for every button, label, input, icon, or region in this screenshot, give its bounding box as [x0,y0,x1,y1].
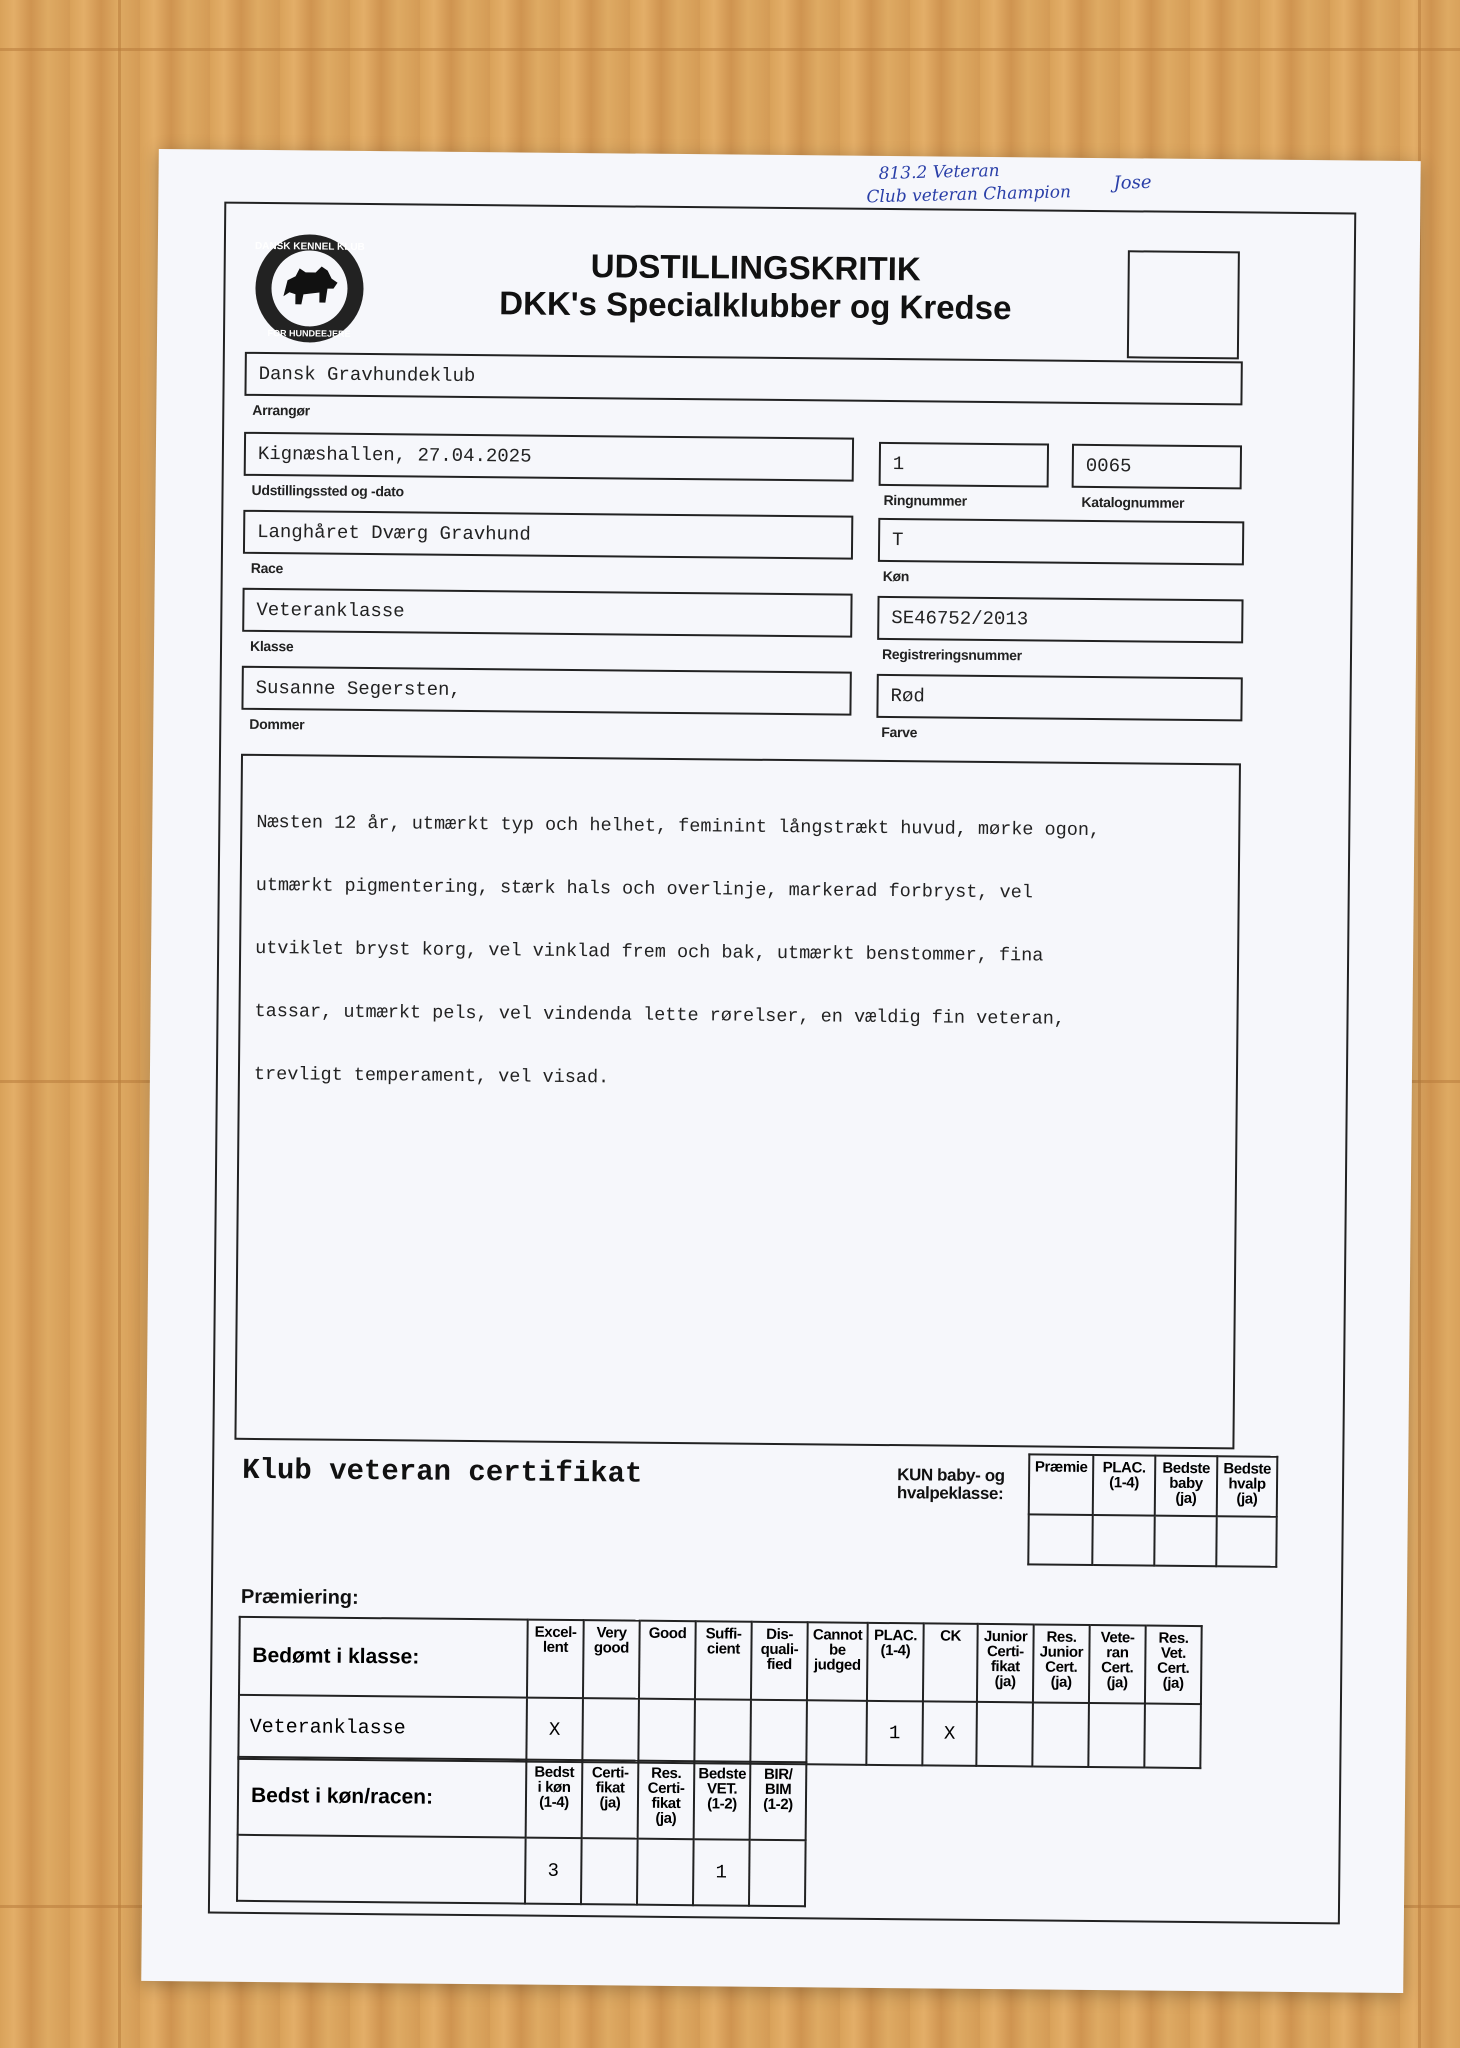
class-row-cell: 1 [866,1701,923,1766]
baby-cell [1092,1515,1154,1566]
col-bir-bim: BIR/ BIM (1-2) [750,1762,807,1841]
best-row-cell [637,1839,694,1906]
sex-field [878,518,1244,566]
best-in-sex-table [236,1756,807,1907]
photo-box [1127,250,1240,359]
judge-label: Dommer [249,715,305,733]
catalog-number-field [1072,444,1242,490]
judge-value: Susanne Segersten, [255,676,461,701]
critique-text [253,770,1100,1135]
baby-header-plac: PLAC. (1-4) [1093,1455,1156,1516]
dkk-logo [253,232,366,345]
arranger-label: Arrangør [252,401,310,419]
critique-line: Næsten 12 år, utmærkt typ och helhet, feminint långstrækt huvud, mørke ogon, [256,811,1101,842]
venue-date-value: Kignæshallen, 27.04.2025 [257,442,532,468]
color-label: Farve [881,723,918,741]
col-certificate: Certi- fikat (ja) [582,1760,639,1839]
color-value: Rød [890,685,925,708]
baby-header-best-baby: Bedste baby (ja) [1155,1456,1218,1517]
col-junior-cert: Junior Certi- fikat (ja) [977,1624,1034,1703]
class-row-cell: X [526,1698,583,1763]
col-sufficient: Suffi- cient [695,1621,752,1700]
best-table-header: Bedst i køn/racen: [238,1757,527,1838]
color-field [876,674,1242,722]
form-title: UDSTILLINGSKRITIK [590,247,921,288]
document-paper [141,149,1421,1993]
registration-value: SE46752/2013 [891,607,1029,631]
baby-header-premie: Præmie [1029,1454,1094,1515]
col-excellent: Excel- lent [527,1620,584,1699]
col-res-junior-cert: Res. Junior Cert. (ja) [1033,1624,1090,1703]
baby-puppy-table [1027,1453,1278,1567]
critique-line: utmærkt pigmentering, stærk hals och overlinje, markerad forbryst, vel [255,874,1033,904]
col-good: Good [639,1621,696,1700]
registration-label: Registreringsnummer [881,645,1022,664]
breed-label: Race [250,559,284,577]
logo-text-top: DANSK KENNEL KLUB [254,240,365,253]
handwritten-initials: Jose [1113,171,1152,194]
class-row-cell [1032,1702,1089,1767]
class-table-header: Bedømt i klasse: [239,1617,528,1698]
venue-date-label: Udstillingssted og -dato [251,481,404,500]
baby-cell [1154,1516,1216,1567]
class-row-cell [750,1700,807,1765]
best-row-name [237,1835,526,1904]
logo-text-bottom: FOR HUNDEEJERE [267,328,351,339]
class-row-cell [694,1699,751,1764]
baby-puppy-label [897,1466,1005,1503]
ring-number-label: Ringnummer [883,491,967,509]
breed-value: Langhåret Dværg Gravhund [257,520,531,546]
class-label: Klasse [249,637,294,655]
col-very-good: Very good [583,1620,640,1699]
baby-puppy-label-line2: hvalpeklasse: [896,1483,1004,1504]
awards-class-table [237,1616,1202,1769]
col-res-vet-cert: Res. Vet. Cert. (ja) [1145,1626,1202,1705]
class-value: Veteranklasse [256,598,405,623]
baby-puppy-label-line1: KUN baby- og [897,1465,1005,1486]
class-row-cell [582,1698,639,1763]
best-row-cell: 1 [693,1839,750,1906]
sex-value: T [891,529,904,552]
critique-line: trevligt temperament, vel visad. [253,1063,610,1089]
col-best-veteran: Bedste VET. (1-2) [694,1761,751,1840]
breed-field [243,510,853,560]
best-row-cell: 3 [525,1838,582,1905]
best-row-cell [749,1840,806,1907]
critique-line: utviklet bryst korg, vel vinklad frem och bak, utmærkt benstommer, fina [255,937,1044,967]
col-best-in-sex: Bedst i køn (1-4) [526,1760,583,1839]
awards-section-label: Præmiering: [240,1585,359,1609]
arranger-value: Dansk Gravhundeklub [258,362,476,388]
class-row-cell: X [922,1701,977,1766]
class-row-cell [1088,1703,1145,1768]
col-ck: CK [923,1623,978,1702]
judge-field [241,666,851,716]
handwritten-note-line2: Club veteran Champion [866,182,1072,208]
ring-number-value: 1 [892,453,905,476]
col-veteran-cert: Vete- ran Cert. (ja) [1089,1625,1146,1704]
class-row-cell [806,1700,867,1765]
col-disqualified: Dis- quali- fied [751,1622,808,1701]
baby-header-best-puppy: Bedste hvalp (ja) [1217,1456,1278,1517]
class-row-name: Veteranklasse [238,1695,527,1762]
handwritten-note-line1: 813.2 Veteran [878,160,1000,185]
ring-number-field [879,442,1049,488]
col-plac: PLAC. (1-4) [867,1623,924,1702]
class-row-cell [638,1699,695,1764]
certificate-title: Klub veteran certifikat [241,1453,643,1491]
class-row-cell [1144,1704,1201,1769]
sex-label: Køn [882,567,910,585]
best-row-cell [581,1838,638,1905]
critique-line: tassar, utmærkt pels, vel vindenda lette rørelser, en vældig fin veteran, [254,1000,1066,1030]
arranger-field [244,352,1242,406]
critique-box [234,754,1241,1450]
baby-cell [1028,1514,1092,1565]
form-subtitle: DKK's Specialklubber og Kredse [499,284,1012,327]
venue-date-field [244,432,854,482]
col-res-certificate: Res. Certi- fikat (ja) [638,1761,695,1840]
class-row-cell [976,1702,1033,1767]
registration-field [877,596,1243,644]
catalog-number-value: 0065 [1085,454,1132,478]
catalog-number-label: Katalognummer [1081,493,1185,511]
class-field [242,588,852,638]
col-cannot-be-judged: Cannot be judged [807,1622,868,1701]
form-frame [208,202,1356,1925]
baby-cell [1216,1516,1276,1567]
